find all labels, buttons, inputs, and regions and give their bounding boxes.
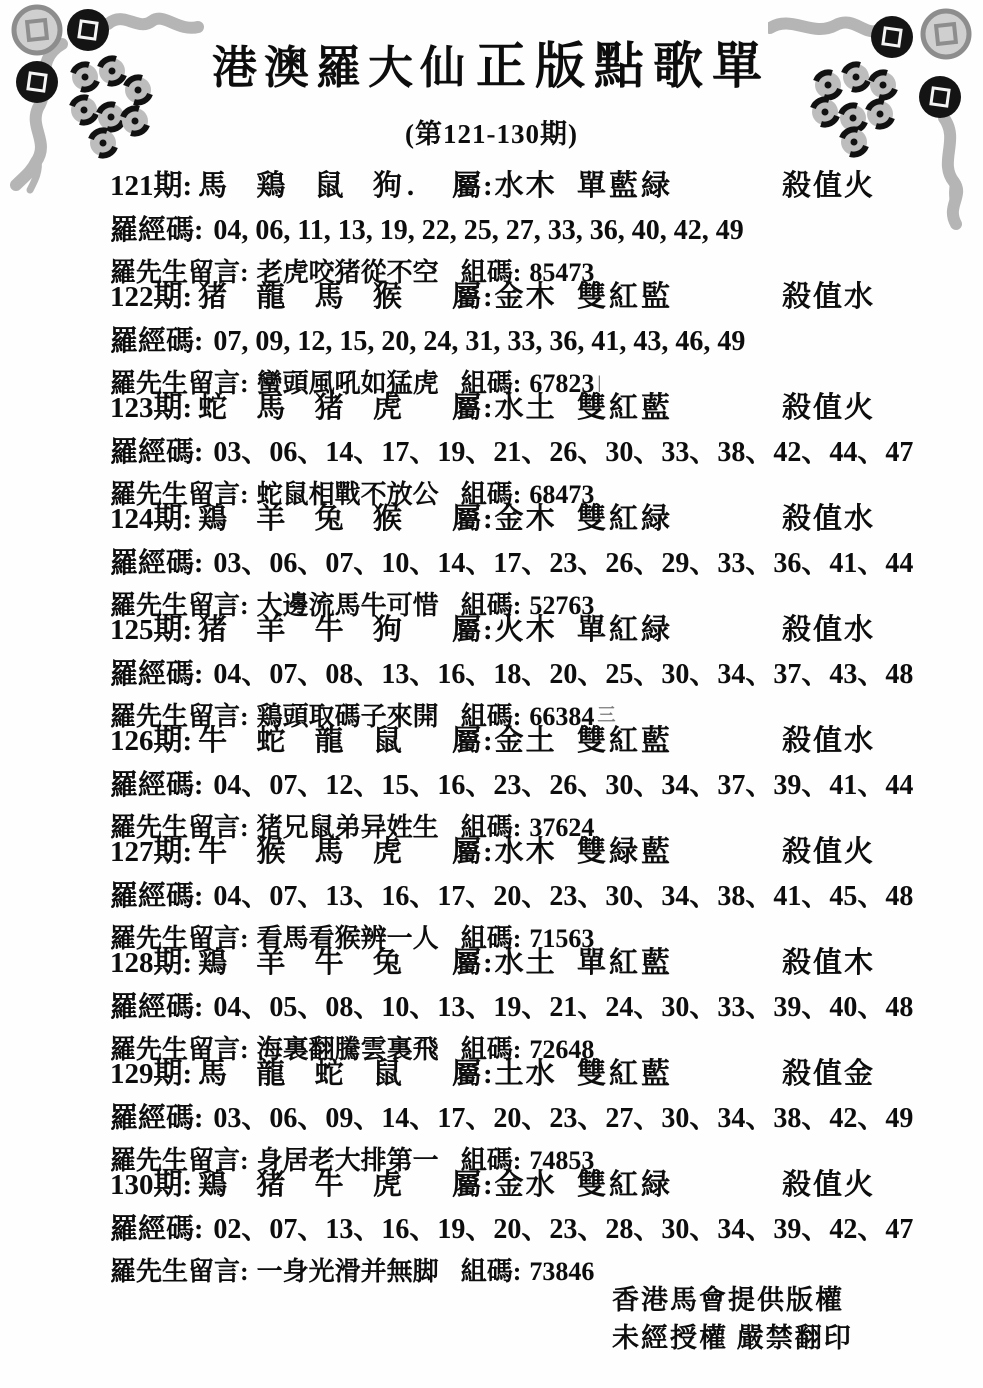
kill-value: 殺值水 [782,725,876,757]
copyright-line-2: 未經授權 嚴禁翻印 [612,1323,853,1353]
period-header-row [110,163,900,202]
kill-value: 殺值火 [782,170,876,202]
codes-label: 羅經碼: [110,659,204,690]
compass-codes-row [110,430,914,470]
print-artifact: | [597,372,602,392]
message-label: 羅先生留言: [110,1035,249,1064]
attr-label: 屬: [452,392,495,424]
message: 蠻頭風吼如猛虎 [256,369,439,398]
animals: 鶏 猪 牛 虎 [198,1169,407,1201]
period-block-129 [110,1051,914,1175]
codes-label: 羅經碼: [110,881,204,912]
colors: 雙紅緑 [577,503,674,535]
colors: 雙紅緑 [577,1169,674,1201]
message-label: 羅先生留言: [110,480,249,509]
period-block-125 [110,607,914,731]
message: 海裏翻騰雲裏飛 [256,1035,439,1064]
codes-label: 羅經碼: [110,770,204,801]
group-code: 72648 [529,1035,595,1064]
elements: 金水 [494,1169,557,1201]
elements: 金土 [494,725,557,757]
group-code: 73846 [529,1257,595,1286]
colors: 雙紅藍 [577,1058,674,1090]
message-label: 羅先生留言: [110,258,249,287]
period-block-130 [110,1162,914,1286]
message: 猪兄鼠弟异姓生 [256,813,439,842]
period-number: 126期: [110,725,193,757]
period-header-row [110,829,900,868]
codes-label: 羅經碼: [110,1103,204,1134]
page-title [0,26,983,98]
compass-codes-row [110,1096,914,1136]
period-number: 127期: [110,836,193,868]
message: 看馬看猴辨一人 [256,924,439,953]
message-label: 羅先生留言: [110,369,249,398]
message-label: 羅先生留言: [110,1146,249,1175]
group-code: 74853 [529,1146,595,1175]
group-code-label: 組碼: [460,591,522,620]
attr-label: 屬: [452,170,495,202]
attr-label: 屬: [452,836,495,868]
attr-label: 屬: [452,503,495,535]
kill-value: 殺值水 [782,614,876,646]
attr-label: 屬: [452,281,495,313]
period-block-128 [110,940,914,1064]
message-label: 羅先生留言: [110,924,249,953]
compass-codes-row [110,763,914,803]
period-header-row [110,496,900,535]
colors: 雙緑藍 [577,836,674,868]
colors: 單紅緑 [577,614,674,646]
animals: 猪 羊 牛 狗 [198,614,407,646]
kill-value: 殺值水 [782,503,876,535]
kill-value: 殺值火 [782,392,876,424]
sheet-header [0,26,983,151]
print-artifact: 三 [597,705,616,725]
period-block-123 [110,385,914,509]
title-emphasis: 正版點歌單 [476,38,771,94]
elements: 水木 [494,836,557,868]
period-range-subtitle: (第121-130期) [405,119,578,149]
compass-codes-row [110,874,914,914]
animals: 鶏 羊 兔 猴 [198,503,407,535]
attr-label: 屬: [452,1169,495,1201]
group-code: 68473 [529,480,595,509]
attr-label: 屬: [452,947,495,979]
codes: 04、07、08、13、16、18、20、25、30、34、37、43、48 [213,659,914,690]
message: 大邊流馬牛可惜 [256,591,439,620]
codes-label: 羅經碼: [110,326,204,357]
group-code: 37624 [529,813,595,842]
message-label: 羅先生留言: [110,702,249,731]
kill-value: 殺值火 [782,1169,876,1201]
compass-codes-row [110,319,900,359]
period-block-126 [110,718,914,842]
codes: 04、05、08、10、13、19、21、24、30、33、39、40、48 [213,992,914,1023]
period-number: 121期: [110,170,193,202]
kill-value: 殺值木 [782,947,876,979]
group-code: 71563 [529,924,595,953]
colors: 單藍緑 [577,170,674,202]
animals: 牛 蛇 龍 鼠 [198,725,407,757]
message-label: 羅先生留言: [110,813,249,842]
animals: 馬 鶏 鼠 狗. [198,170,420,202]
elements: 火木 [494,614,557,646]
period-header-row [110,274,900,313]
period-header-row [110,1051,900,1090]
group-code-label: 組碼: [460,702,522,731]
period-block-127 [110,829,914,953]
message: 身居老大排第一 [256,1146,439,1175]
codes: 04, 06, 11, 13, 19, 22, 25, 27, 33, 36, 40, 42, 49 [213,215,744,246]
group-code-label: 組碼: [460,924,522,953]
message: 老虎咬猪從不空 [256,258,439,287]
period-header-row [110,607,900,646]
message-label: 羅先生留言: [110,591,249,620]
period-header-row [110,385,900,424]
period-block-121 [110,163,900,287]
codes: 04、07、12、15、16、23、26、30、34、37、39、41、44 [213,770,914,801]
compass-codes-row [110,652,914,692]
period-header-row [110,1162,900,1201]
message: 一身光滑并無脚 [256,1257,439,1286]
group-code-label: 組碼: [460,369,522,398]
animals: 猪 龍 馬 猴 [198,281,407,313]
codes-label: 羅經碼: [110,437,204,468]
period-number: 122期: [110,281,193,313]
group-code: 52763 [529,591,595,620]
codes-label: 羅經碼: [110,215,204,246]
group-code-label: 組碼: [460,1146,522,1175]
attr-label: 屬: [452,725,495,757]
colors: 雙紅藍 [577,725,674,757]
copyright-footer [612,1281,853,1357]
message-label: 羅先生留言: [110,1257,249,1286]
group-code-label: 組碼: [460,1257,522,1286]
message: 鶏頭取碼子來開 [256,702,439,731]
group-code-label: 組碼: [460,1035,522,1064]
codes: 07, 09, 12, 15, 20, 24, 31, 33, 36, 41, 43, 46, 49 [213,326,746,357]
group-code: 66384 [529,702,595,731]
kill-value: 殺值火 [782,836,876,868]
compass-codes-row [110,1207,914,1247]
elements: 水土 [494,392,557,424]
attr-label: 屬: [452,614,495,646]
message: 蛇鼠相戰不放公 [256,480,439,509]
period-header-row [110,718,900,757]
sheet-body [110,163,914,1286]
copyright-line-1: 香港馬會提供版權 [612,1285,844,1315]
codes: 03、06、14、17、19、21、26、30、33、38、42、44、47 [213,437,914,468]
period-number: 129期: [110,1058,193,1090]
animals: 馬 龍 蛇 鼠 [198,1058,407,1090]
colors: 雙紅藍 [577,392,674,424]
kill-value: 殺值水 [782,281,876,313]
codes: 03、06、07、10、14、17、23、26、29、33、36、41、44 [213,548,914,579]
codes-label: 羅經碼: [110,1214,204,1245]
elements: 水木 [494,170,557,202]
group-code: 85473 [529,258,595,287]
group-code-label: 組碼: [460,813,522,842]
period-number: 123期: [110,392,193,424]
elements: 水土 [494,947,557,979]
compass-codes-row [110,985,914,1025]
period-block-124 [110,496,914,620]
period-block-122 [110,274,900,398]
group-code: 67823 [529,369,595,398]
title-prefix: 港澳羅大仙 [211,43,472,93]
period-number: 130期: [110,1169,193,1201]
codes-label: 羅經碼: [110,548,204,579]
elements: 金木 [494,503,557,535]
period-number: 124期: [110,503,193,535]
group-code-label: 組碼: [460,480,522,509]
compass-codes-row [110,208,900,248]
period-header-row [110,940,900,979]
animals: 蛇 馬 猪 虎 [198,392,407,424]
period-number: 125期: [110,614,193,646]
codes: 02、07、13、16、19、20、23、28、30、34、39、42、47 [213,1214,914,1245]
elements: 金木 [494,281,557,313]
codes: 04、07、13、16、17、20、23、30、34、38、41、45、48 [213,881,914,912]
group-code-label: 組碼: [460,258,522,287]
animals: 鶏 羊 牛 兔 [198,947,407,979]
elements: 土水 [494,1058,557,1090]
compass-codes-row [110,541,914,581]
period-number: 128期: [110,947,193,979]
attr-label: 屬: [452,1058,495,1090]
animals: 牛 猴 馬 虎 [198,836,407,868]
colors: 雙紅監 [577,281,674,313]
codes-label: 羅經碼: [110,992,204,1023]
kill-value: 殺值金 [782,1058,876,1090]
codes: 03、06、09、14、17、20、23、27、30、34、38、42、49 [213,1103,914,1134]
colors: 單紅藍 [577,947,674,979]
